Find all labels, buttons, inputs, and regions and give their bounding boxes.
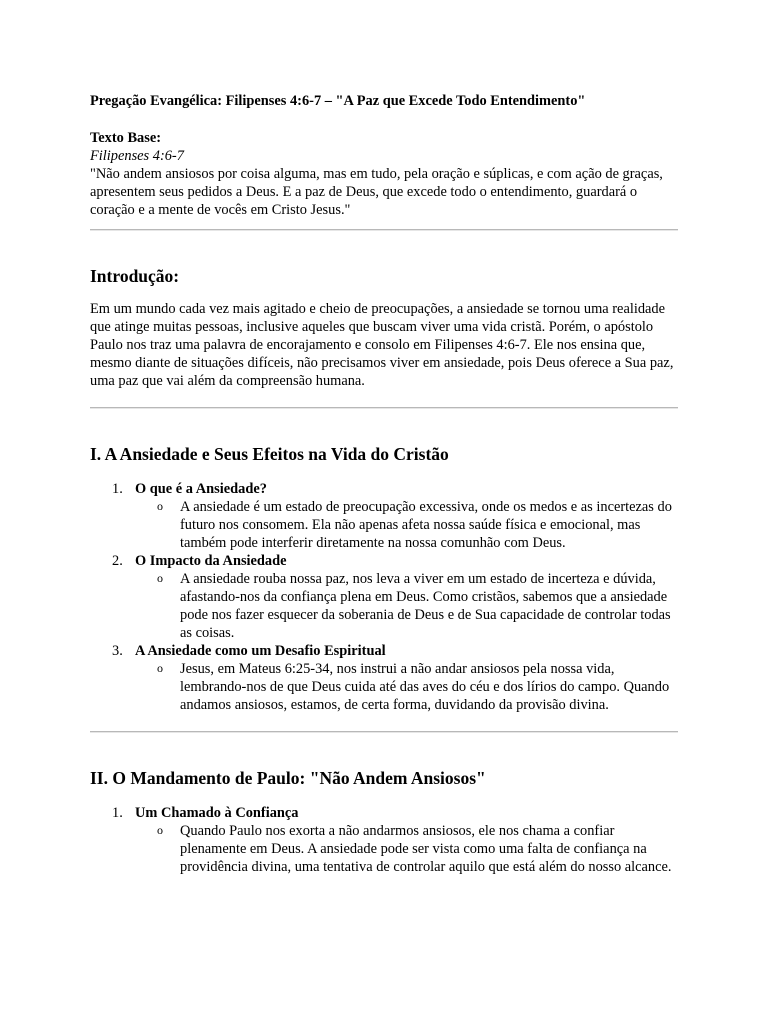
- sub-list-item: [135, 660, 680, 714]
- sub-list-item: [135, 498, 680, 552]
- item-title: Um Chamado à Confiança: [135, 805, 299, 821]
- sub-list-item: [135, 822, 680, 876]
- item-number: 1.: [112, 481, 123, 497]
- item-title: A Ansiedade como um Desafio Espiritual: [135, 643, 386, 659]
- list-item: [90, 804, 680, 876]
- item-text: Quando Paulo nos exorta a não andarmos ansiosos, ele nos chama a confiar plenamente em Deus. A ansiedade pode ser vista como uma falta de confiança na providência divina, uma tentativa de controlar aquilo que está além do nosso alcance.: [180, 823, 672, 875]
- section-1-heading: I. A Ansiedade e Seus Efeitos na Vida do Cristão: [90, 444, 449, 464]
- item-text: A ansiedade rouba nossa paz, nos leva a viver em um estado de incerteza e dúvida, afastando-nos da confiança plena em Deus. Como cristãos, sabemos que a ansiedade pode nos fazer esquecer da soberania de Deus e de Sua capacidade de controlar todas as coisas.: [180, 571, 671, 641]
- item-text: Jesus, em Mateus 6:25-34, nos instrui a não andar ansiosos pela nossa vida, lembrando-nos de que Deus cuida até das aves do céu e dos lírios do campo. Quando andamos ansiosos, estamos, de certa forma, duvidando da provisão divina.: [180, 661, 670, 713]
- item-title: O Impacto da Ansiedade: [135, 553, 287, 569]
- item-title: O que é a Ansiedade?: [135, 481, 267, 497]
- list-item: [90, 552, 680, 642]
- divider: [90, 731, 678, 733]
- section-2-list: [90, 804, 680, 876]
- section-2-heading: II. O Mandamento de Paulo: "Não Andem Ansiosos": [90, 768, 486, 788]
- sub-list-item: [135, 570, 680, 642]
- sub-list: [135, 570, 680, 642]
- list-item: [90, 642, 680, 714]
- bullet-icon: o: [157, 499, 163, 513]
- item-number: 1.: [112, 805, 123, 821]
- sub-list: [135, 660, 680, 714]
- base-text-label: Texto Base:: [90, 130, 162, 146]
- sub-list: [135, 498, 680, 552]
- base-text-quote: "Não andem ansiosos por coisa alguma, mas em tudo, pela oração e súplicas, e com ação de graças, apresentem seus pedidos a Deus. E a paz de Deus, que excede todo o entendimento, guardará o coração e a mente de vocês em Cristo Jesus.": [90, 166, 663, 218]
- document-title: Pregação Evangélica: Filipenses 4:6-7 – "A Paz que Excede Todo Entendimento": [90, 93, 586, 109]
- base-text-reference: Filipenses 4:6-7: [90, 148, 184, 164]
- intro-heading: Introdução:: [90, 266, 180, 286]
- bullet-icon: o: [157, 571, 163, 585]
- bullet-icon: o: [157, 823, 163, 837]
- list-item: [90, 480, 680, 552]
- sub-list: [135, 822, 680, 876]
- divider: [90, 407, 678, 409]
- intro-paragraph: Em um mundo cada vez mais agitado e cheio de preocupações, a ansiedade se tornou uma realidade que atinge muitas pessoas, inclusive aqueles que buscam viver uma vida cristã. Porém, o apóstolo Paulo nos traz uma palavra de encorajamento e consolo em Filipenses 4:6-7. Ele nos ensina que, mesmo diante de situações difíceis, não precisamos viver em ansiedade, pois Deus oferece a Sua paz, uma paz que vai além da compreensão humana.: [90, 301, 674, 389]
- item-number: 3.: [112, 643, 123, 659]
- document-page: [90, 92, 680, 876]
- bullet-icon: o: [157, 661, 163, 675]
- section-1-list: [90, 480, 680, 714]
- divider: [90, 229, 678, 231]
- item-text: A ansiedade é um estado de preocupação excessiva, onde os medos e as incertezas do futuro nos consomem. Ela não apenas afeta nossa saúde física e emocional, mas também pode interferir diretamente na nossa comunhão com Deus.: [180, 499, 672, 551]
- item-number: 2.: [112, 553, 123, 569]
